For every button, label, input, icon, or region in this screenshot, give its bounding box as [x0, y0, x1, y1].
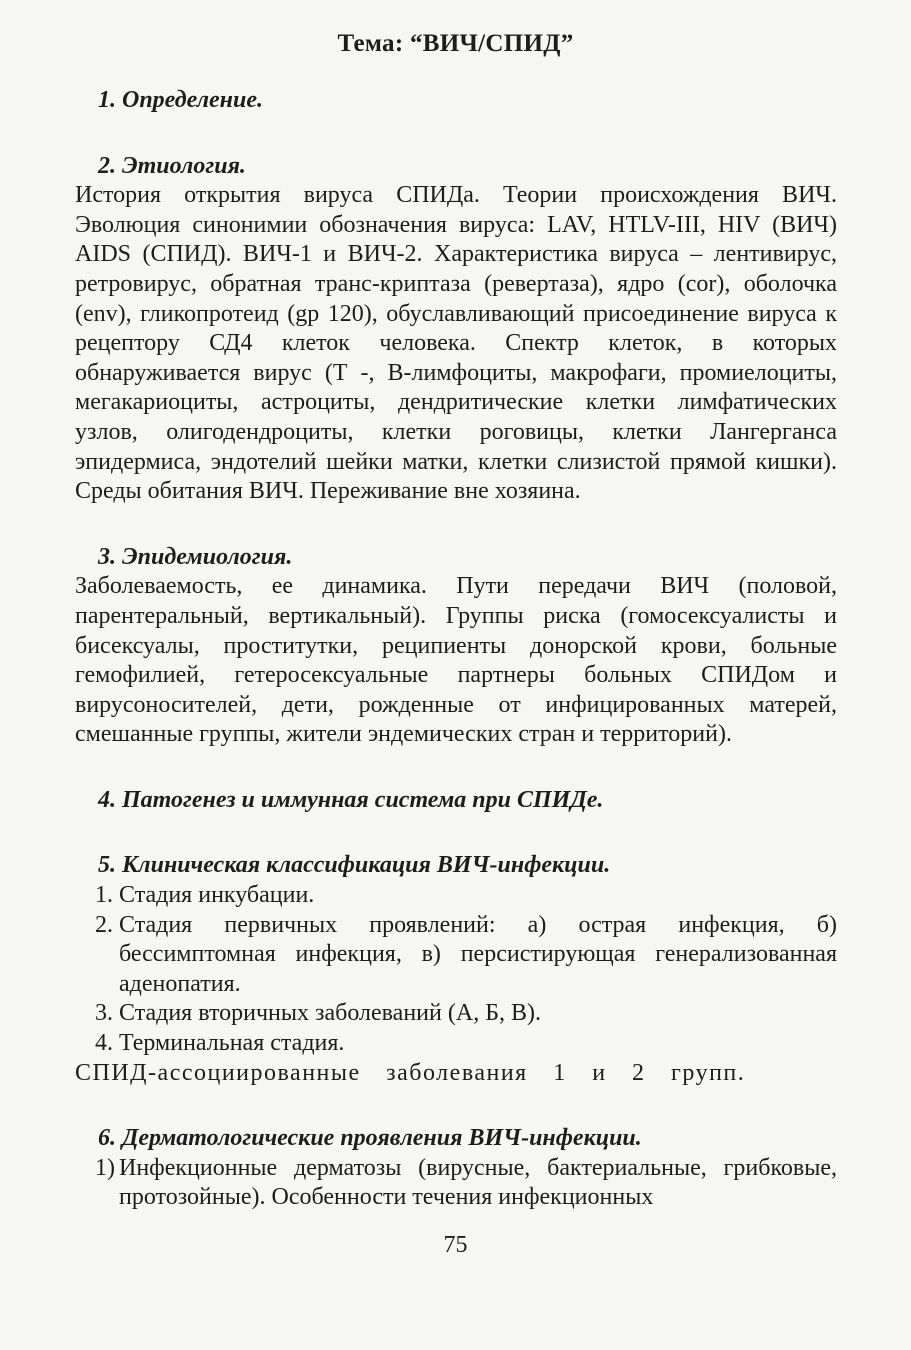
classification-footer: СПИД-ассоциированные заболевания 1 и 2 групп. [75, 1059, 746, 1086]
section-heading-etiology: 2. Этиология. [98, 152, 246, 179]
list-item [75, 911, 837, 1000]
dermatology-list [75, 1154, 837, 1213]
section-heading-pathogenesis: 4. Патогенез и иммунная система при СПИДе. [98, 786, 604, 813]
classification-list [75, 881, 837, 1059]
list-item-number: 3. [95, 1000, 113, 1027]
list-item-text: Инфекционные дерматозы (вирусные, бактериальные, грибковые, протозойные). Особенности течения инфекционных [119, 1154, 837, 1211]
list-item-text: Терминальная стадия. [119, 1030, 345, 1057]
list-item [75, 881, 837, 911]
section-heading-definition: 1. Определение. [98, 87, 263, 113]
section-heading-dermatology: 6. Дерматологические проявления ВИЧ-инфекции. [98, 1125, 642, 1152]
list-item-number: 4. [95, 1030, 113, 1057]
page-number: 75 [443, 1232, 468, 1258]
list-item [75, 1029, 837, 1059]
list-item-text: Стадия первичных проявлений: а) острая инфекция, б) бессимптомная инфекция, в) персистирующая генерализованная аденопатия. [119, 911, 837, 997]
list-item-text: Стадия инкубации. [119, 882, 315, 909]
list-item-number: 2. [95, 911, 113, 938]
list-item [75, 1154, 837, 1213]
section-body-etiology: История открытия вируса СПИДа. Теории происхождения ВИЧ. Эволюция синонимии обозначения вируса: LAV, HTLV-III, HIV (ВИЧ) AIDS (СПИД). ВИЧ-1 и ВИЧ-2. Характеристика вируса – лентивирус, ретровирус, обратная транс-криптаза (ревертаза), ядро (cor), оболочка (env), гликопротеид (gp 120), обуславливающий присоединение вируса к рецептору СД4 клеток человека. Спектр клеток, в которых обнаруживается вирус (Т -, В-лимфоциты, макрофаги, промиелоциты, мегакариоциты, астроциты, дендритические клетки лимфатических узлов, олигодендроциты, клетки роговицы, клетки Лангерганса эпидермиса, эндотелий шейки матки, клетки слизистой прямой кишки). Среды обитания ВИЧ. Переживание вне хозяина. [75, 182, 837, 505]
list-item-number: 1) [95, 1154, 115, 1181]
section-body-epidemiology: Заболеваемость, ее динамика. Пути передачи ВИЧ (половой, парентеральный, вертикальный). Группы риска (гомосексуалисты и бисексуалы, проститутки, реципиенты донорской крови, больные гемофилией, гетеросексуальные партнеры больных СПИДом и вирусоносителей, дети, рожденные от инфицированных матерей, смешанные группы, жители эндемических стран и территорий). [75, 573, 837, 748]
list-item-text: Стадия вторичных заболеваний (А, Б, В). [119, 1000, 541, 1027]
list-item-number: 1. [95, 882, 113, 909]
page-content [75, 86, 837, 1213]
page-title: Тема: “ВИЧ/СПИД” [337, 30, 574, 57]
section-heading-classification: 5. Клиническая классификация ВИЧ-инфекции. [98, 852, 611, 879]
list-item [75, 999, 837, 1029]
section-heading-epidemiology: 3. Эпидемиология. [98, 543, 293, 570]
